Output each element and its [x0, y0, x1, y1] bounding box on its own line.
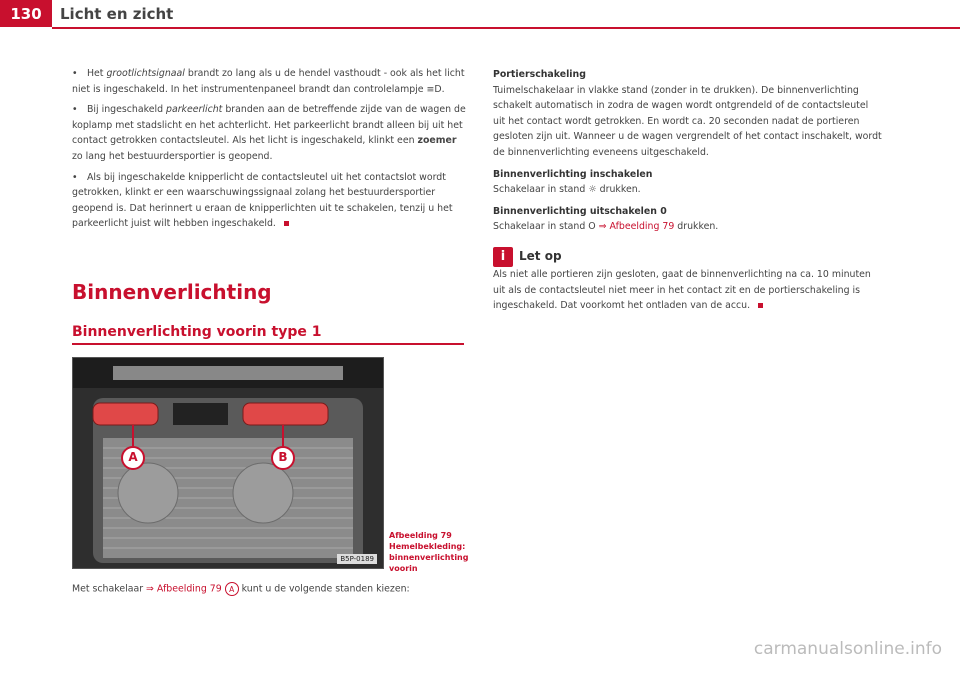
uitschakelen-text	[493, 219, 883, 235]
bullet-knipperlicht	[72, 170, 467, 232]
bullet-text: Als bij ingeschakelde knipperlicht de contactsleutel uit het contactslot wordt getrokken, klinkt er een waarschuwingssignaal zolang het bestuurdersportier geopend is. Dat herinnert u eraan de knipperlichten uit te schakelen, tenzij u het parkeerlicht juist wilt hebben ingeschakeld.	[72, 171, 453, 230]
figure-code: B5P-0189	[337, 554, 377, 564]
bullet-term: grootlichtsignaal	[106, 68, 185, 79]
interior-light-illustration	[73, 358, 383, 568]
note-body: Als niet alle portieren zijn gesloten, gaat de binnenverlichting na ca. 10 minuten uit als de contactsleutel niet meer in het contact zit en de portierschakeling is ingeschakeld. Dat voorkomt het ontladen van de accu.	[493, 268, 871, 312]
page-number: 130	[0, 0, 52, 27]
chapter-title: Licht en zicht	[60, 5, 174, 23]
uitschakelen-prefix: Schakelaar in stand O	[493, 221, 599, 233]
bullet-grootlicht	[72, 66, 467, 97]
ref-prefix: Met schakelaar	[72, 583, 147, 595]
bullet-bold: zoemer	[417, 135, 457, 147]
bullet-text-2: zo lang het bestuurdersportier is geopend.	[72, 150, 273, 162]
figure-reference-text	[72, 582, 410, 596]
bullet-prefix: Het	[86, 68, 107, 79]
bullet-prefix: Bij ingeschakeld	[86, 104, 166, 116]
inschakelen-title: Binnenverlichting inschakelen	[493, 168, 653, 180]
left-column	[72, 66, 467, 237]
figure-interior-light	[72, 357, 384, 569]
bullet-text: brandt zo lang als u de hendel vasthoudt - ook als het licht niet is ingeschakeld. In het instrumentenpaneel brandt dan controlelampje ≡D.	[72, 68, 465, 95]
watermark: carmanualsonline.info	[753, 639, 942, 659]
bullet-text: branden aan de betreffende zijde van de wagen de koplamp met stadslicht en het achterlicht. Het parkeerlicht brandt alleen bij uit het contact getrokken contactsleutel. Als het licht is ingeschakeld, klinkt een	[72, 104, 466, 147]
bullet-parkeerlicht	[72, 102, 467, 164]
section-end-mark	[758, 303, 763, 308]
figure-link[interactable]: ⇒ Afbeelding 79	[146, 583, 222, 595]
figure-link[interactable]: ⇒ Afbeelding 79	[598, 221, 675, 233]
uitschakelen-title: Binnenverlichting uitschakelen 0	[493, 205, 667, 217]
note-text	[493, 267, 883, 314]
figure-caption: Afbeelding 79 Hemelbekleding: binnenverlichting voorin	[389, 531, 469, 573]
callout-a: A	[128, 450, 138, 464]
header-rule	[52, 27, 960, 29]
subsection-rule	[72, 343, 464, 345]
uitschakelen-suffix: drukken.	[674, 221, 719, 233]
portierschakeling-title: Portierschakeling	[493, 69, 586, 80]
info-icon: i	[493, 247, 513, 267]
portierschakeling-text: Tuimelschakelaar in vlakke stand (zonder in te drukken). De binnenverlichting schakelt automatisch in zodra de wagen wordt ontgrendeld of de contactsleutel uit het contact wordt getrokken. En wordt ca. 20 seconden nadat de portieren gesloten zijn uit. Wanneer u de wagen vergrendelt of het contact inschakelt, wordt de binnenverlichting eveneens uitgeschakeld.	[493, 84, 882, 158]
note-title: Let op	[519, 249, 562, 264]
ref-suffix: kunt u de volgende standen kiezen:	[238, 583, 410, 595]
subsection-title: Binnenverlichting voorin type 1	[72, 324, 322, 340]
section-title: Binnenverlichting	[72, 280, 272, 304]
note-header	[493, 247, 883, 267]
section-end-mark	[284, 221, 289, 226]
inschakelen-text: Schakelaar in stand ☼ drukken.	[493, 184, 641, 196]
callout-b: B	[278, 450, 288, 464]
bullet-term: parkeerlicht	[166, 104, 223, 116]
right-column	[493, 61, 883, 314]
callout-letter: A	[225, 582, 239, 596]
